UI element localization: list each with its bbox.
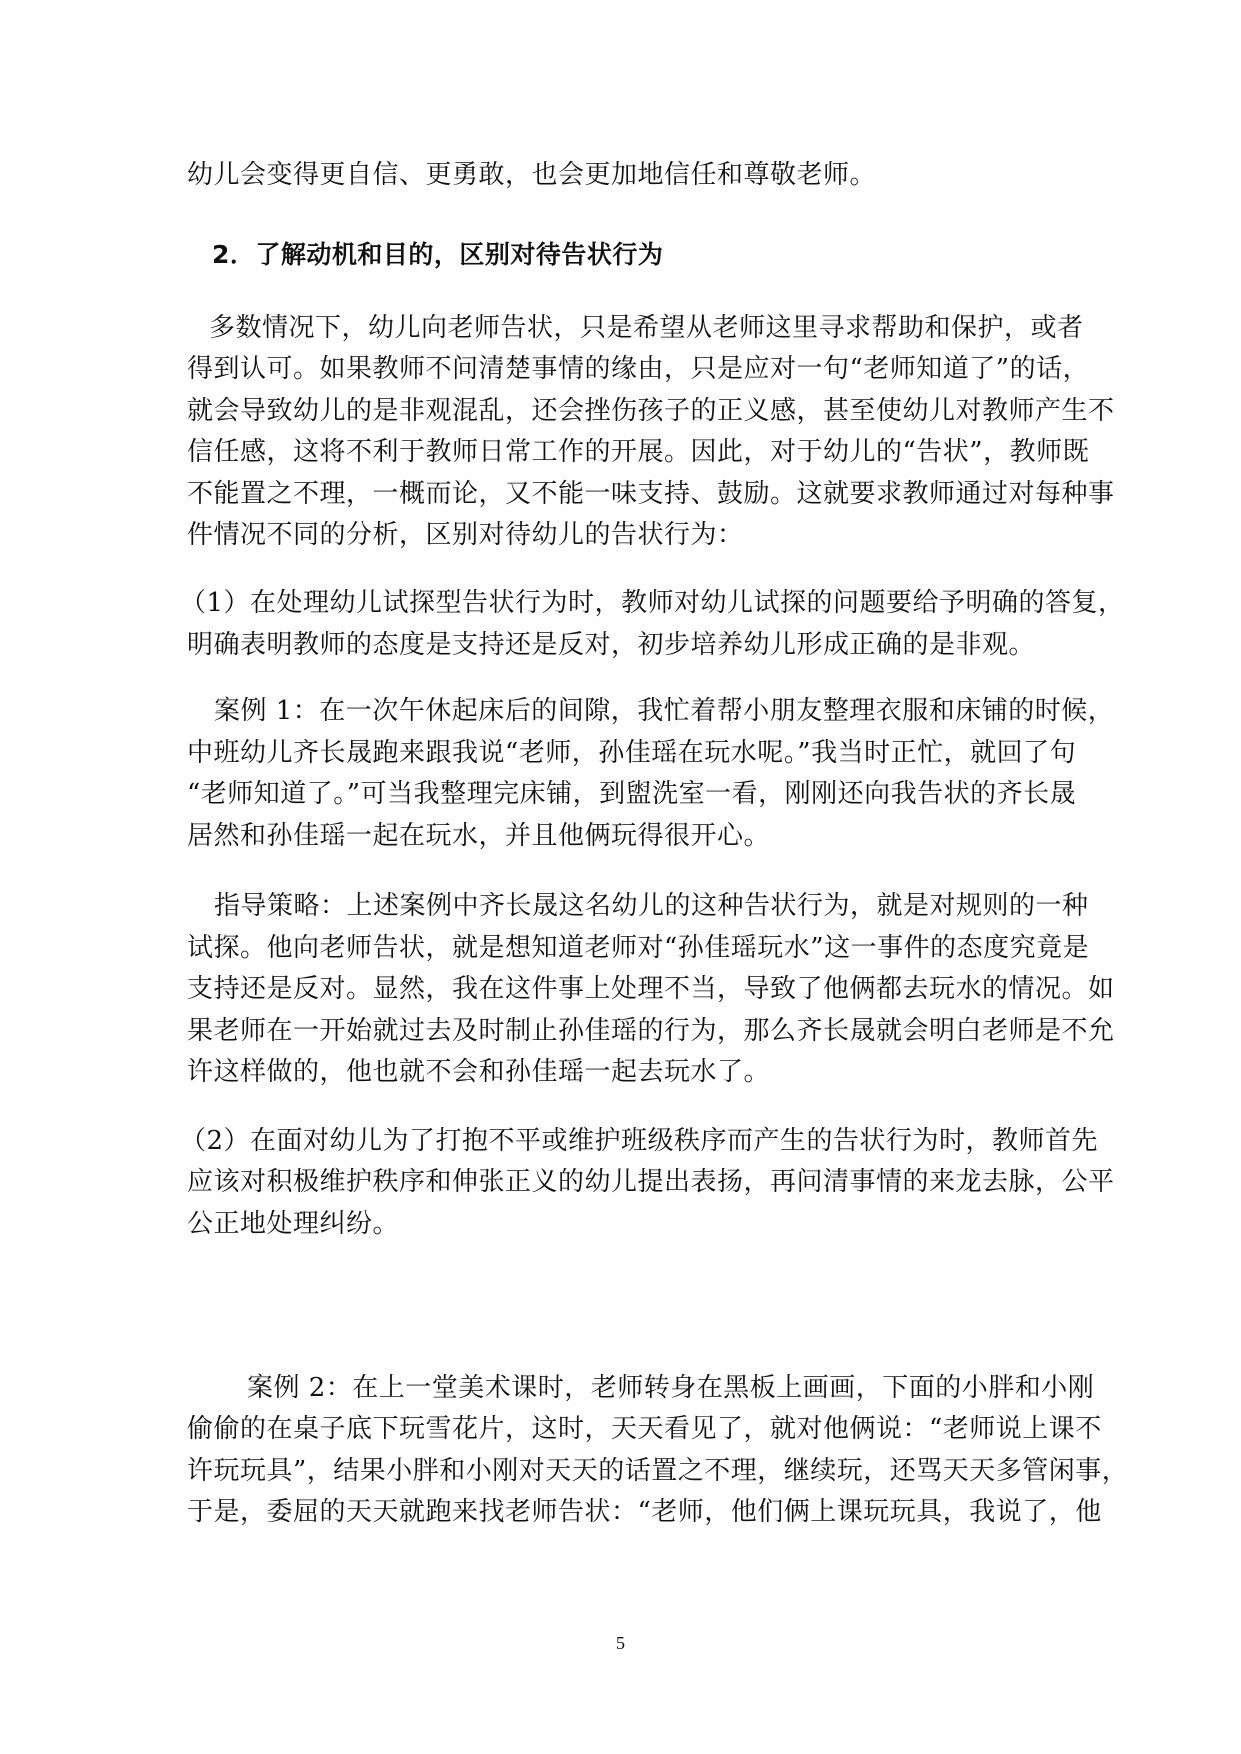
paragraph-line: 指导策略：上述案例中齐长晟这名幼儿的这种告状行为，就是对规则的一种 xyxy=(214,891,1089,921)
paragraph-line: 许这样做的，他也就不会和孙佳瑶一起去玩水了。 xyxy=(187,1057,771,1087)
paragraph-line: 居然和孙佳瑶一起在玩水，并且他俩玩得很开心。 xyxy=(187,821,771,851)
page-number: 5 xyxy=(616,1633,625,1653)
paragraph-line: 案例 1：在一次午休起床后的间隙，我忙着帮小朋友整理衣服和床铺的时候， xyxy=(214,696,1115,726)
paragraph-line: “老师知道了。”可当我整理完床铺，到盥洗室一看，刚刚还向我告状的齐长晟 xyxy=(187,779,1077,809)
paragraph-line: 案例 2：在上一堂美术课时，老师转身在黑板上画画，下面的小胖和小刚 xyxy=(247,1373,1095,1403)
paragraph-line: 件情况不同的分析，区别对待幼儿的告状行为： xyxy=(187,520,744,550)
paragraph-line: 不能置之不理，一概而论，又不能一味支持、鼓励。这就要求教师通过对每种事 xyxy=(187,479,1115,509)
paragraph-line: 公正地处理纠纷。 xyxy=(187,1209,400,1239)
paragraph-line: 应该对积极维护秩序和伸张正义的幼儿提出表扬，再问清事情的来龙去脉，公平 xyxy=(187,1167,1115,1197)
paragraph-line: 就会导致幼儿的是非观混乱，还会挫伤孩子的正义感，甚至使幼儿对教师产生不 xyxy=(187,396,1115,426)
paragraph-line: 多数情况下，幼儿向老师告状，只是希望从老师这里寻求帮助和保护，或者 xyxy=(209,313,1084,343)
paragraph-line: （2）在面对幼儿为了打抱不平或维护班级秩序而产生的告状行为时，教师首先 xyxy=(180,1126,1099,1156)
paragraph-line: 中班幼儿齐长晟跑来跟我说“老师，孙佳瑶在玩水呢。”我当时正忙，就回了句 xyxy=(187,738,1077,768)
paragraph-line: 试探。他向老师告状，就是想知道老师对“孙佳瑶玩水”这一事件的态度究竟是 xyxy=(187,933,1090,963)
paragraph-line: 幼儿会变得更自信、更勇敢，也会更加地信任和尊敬老师。 xyxy=(187,160,877,190)
paragraph-line: （1）在处理幼儿试探型告状行为时，教师对幼儿试探的问题要给予明确的答复， xyxy=(180,588,1125,618)
paragraph-line: 许玩玩具”，结果小胖和小刚对天天的话置之不理，继续玩，还骂天天多管闲事， xyxy=(187,1456,1129,1486)
paragraph-line: 信任感，这将不利于教师日常工作的开展。因此，对于幼儿的“告状”，教师既 xyxy=(187,437,1090,467)
section-heading: 2．了解动机和目的，区别对待告状行为 xyxy=(212,240,664,269)
paragraph-line: 偷偷的在桌子底下玩雪花片，这时，天天看见了，就对他俩说：“老师说上课不 xyxy=(187,1414,1102,1444)
paragraph-line: 于是，委屈的天天就跑来找老师告状：“老师，他们俩上课玩玩具，我说了，他 xyxy=(187,1497,1102,1527)
paragraph-line: 明确表明教师的态度是支持还是反对，初步培养幼儿形成正确的是非观。 xyxy=(187,630,1036,660)
paragraph-line: 得到认可。如果教师不问清楚事情的缘由，只是应对一句“老师知道了”的话， xyxy=(187,354,1090,384)
paragraph-line: 支持还是反对。显然，我在这件事上处理不当，导致了他俩都去玩水的情况。如 xyxy=(187,974,1115,1004)
paragraph-line: 果老师在一开始就过去及时制止孙佳瑶的行为，那么齐长晟就会明白老师是不允 xyxy=(187,1016,1115,1046)
